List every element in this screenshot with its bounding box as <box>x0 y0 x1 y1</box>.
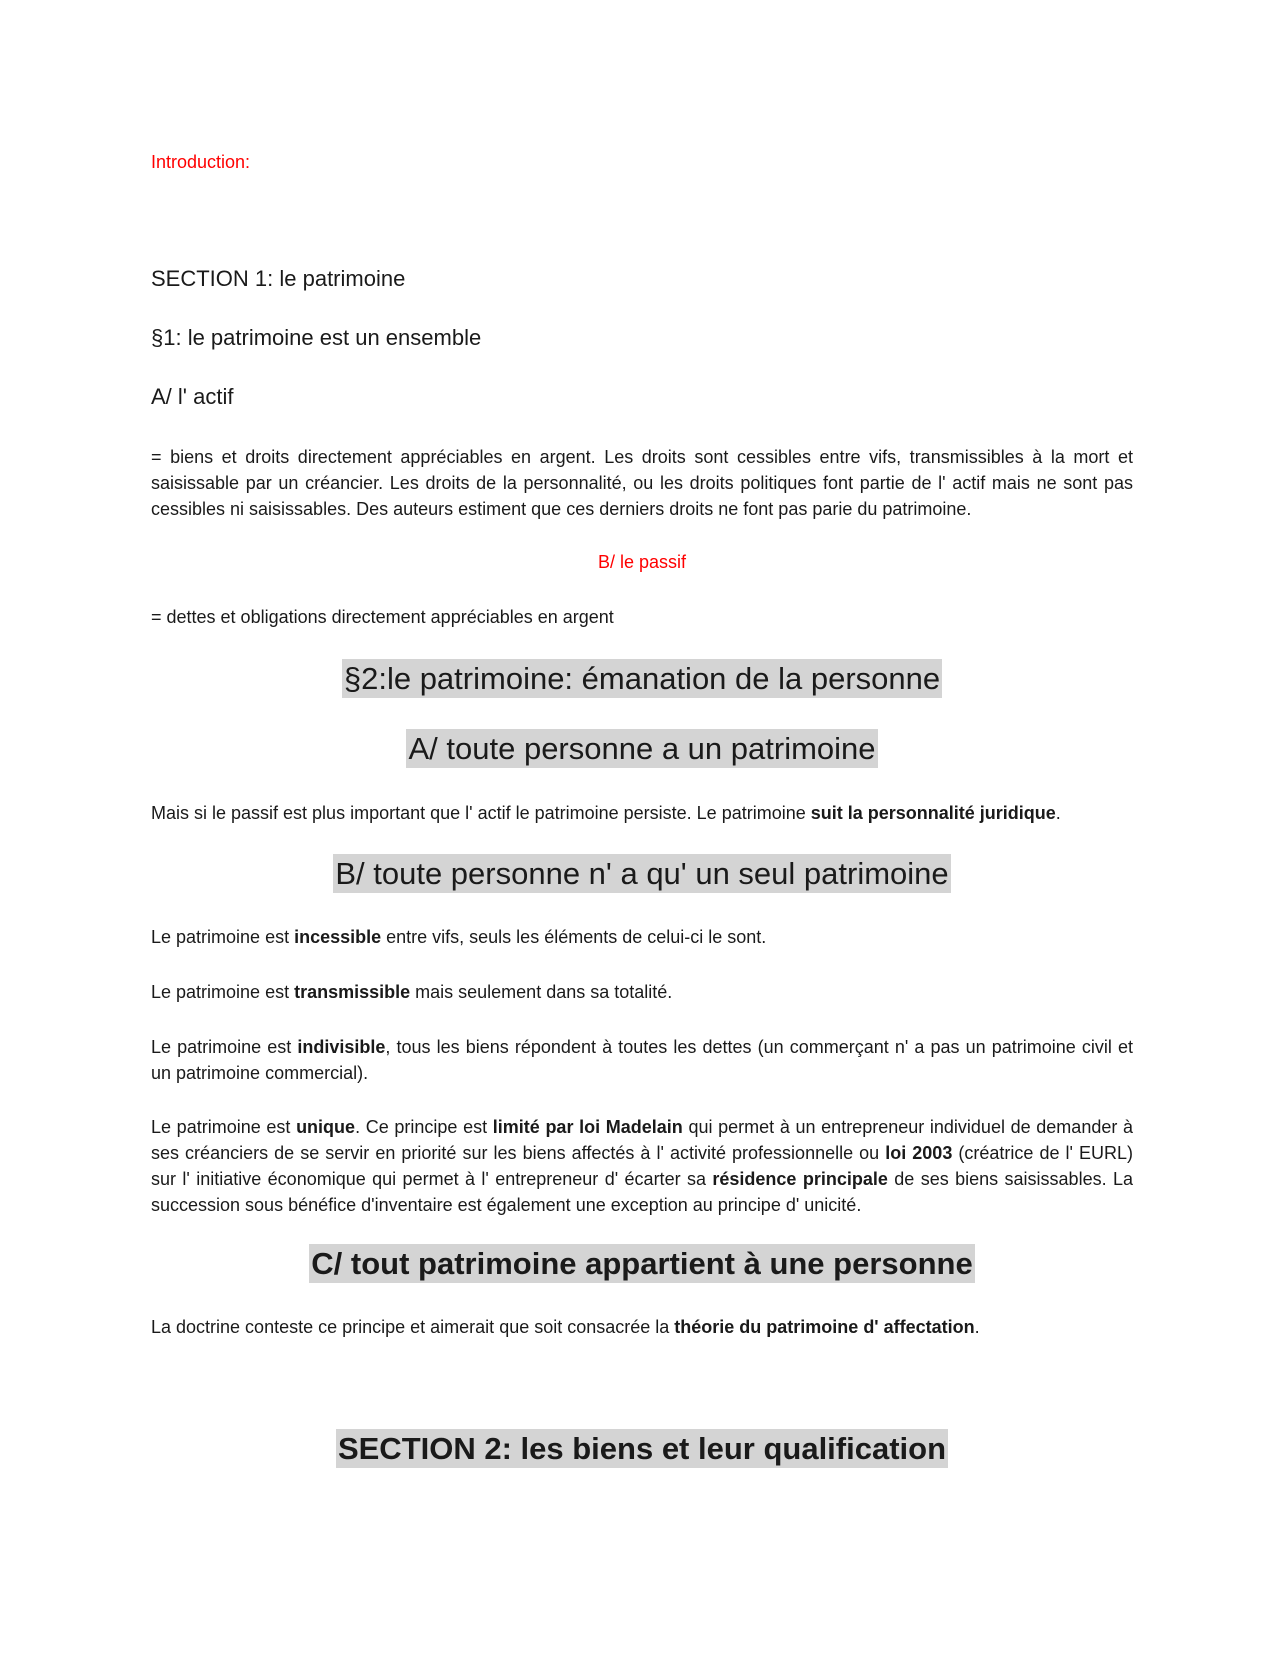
sub-c-title <box>151 1243 1133 1285</box>
passif-text: = dettes et obligations directement appréciables en argent <box>151 607 614 627</box>
paragraph-2-title <box>151 658 1133 700</box>
sub-b-paragraph-3: Le patrimoine est indivisible, tous les biens répondent à toutes les dettes (un commerçant n' a pas un patrimoine civil et un patrimoine commercial). <box>151 1037 1133 1083</box>
sub-a-title <box>151 728 1133 770</box>
sub-b-title-text: B/ toute personne n' a qu' un seul patrimoine <box>335 856 949 891</box>
sub-c-title-text: C/ tout patrimoine appartient à une personne <box>311 1246 973 1281</box>
paragraph-2-title-text: §2:le patrimoine: émanation de la personne <box>343 661 941 696</box>
actif-text: = biens et droits directement appréciables en argent. Les droits sont cessibles entre vifs, transmissibles à la mort et saisissable par un créancier. Les droits de la personnalité, ou les droits politiques font partie de l' actif mais ne sont pas cessibles ni saisissables. Des auteurs estiment que ces derniers droits ne font pas parie du patrimoine. <box>151 447 1133 519</box>
sub-b-title <box>151 853 1133 895</box>
passif-title: B/ le passif <box>597 552 687 572</box>
actif-title: A/ l' actif <box>151 384 234 409</box>
sub-b-paragraph-1: Le patrimoine est incessible entre vifs, seuls les éléments de celui-ci le sont. <box>151 927 767 947</box>
intro-heading: Introduction: <box>151 152 251 172</box>
sub-a-title-text: A/ toute personne a un patrimoine <box>408 731 876 766</box>
sub-c-text: La doctrine conteste ce principe et aimerait que soit consacrée la théorie du patrimoine d' affectation. <box>151 1317 980 1337</box>
sub-b-paragraph-4: Le patrimoine est unique. Ce principe est limité par loi Madelain qui permet à un entrepreneur individuel de demander à ses créanciers de se servir en priorité sur les biens affectés à l' activité professionnelle ou loi 2003 (créatrice de l' EURL) sur l' initiative économique qui permet à l' entrepreneur d' écarter sa résidence principale de ses biens saisissables. La succession sous bénéfice d'inventaire est également une exception au principe d' unicité. <box>151 1117 1134 1215</box>
section-2-title-text: SECTION 2: les biens et leur qualification <box>337 1431 947 1466</box>
sub-b-paragraph-2: Le patrimoine est transmissible mais seulement dans sa totalité. <box>151 982 673 1002</box>
sub-a-text: Mais si le passif est plus important que l' actif le patrimoine persiste. Le patrimoine suit la personnalité juridique. <box>151 803 1061 823</box>
section-1-title: SECTION 1: le patrimoine <box>151 266 406 291</box>
paragraph-1-title: §1: le patrimoine est un ensemble <box>151 325 482 350</box>
section-2-title <box>151 1428 1133 1470</box>
